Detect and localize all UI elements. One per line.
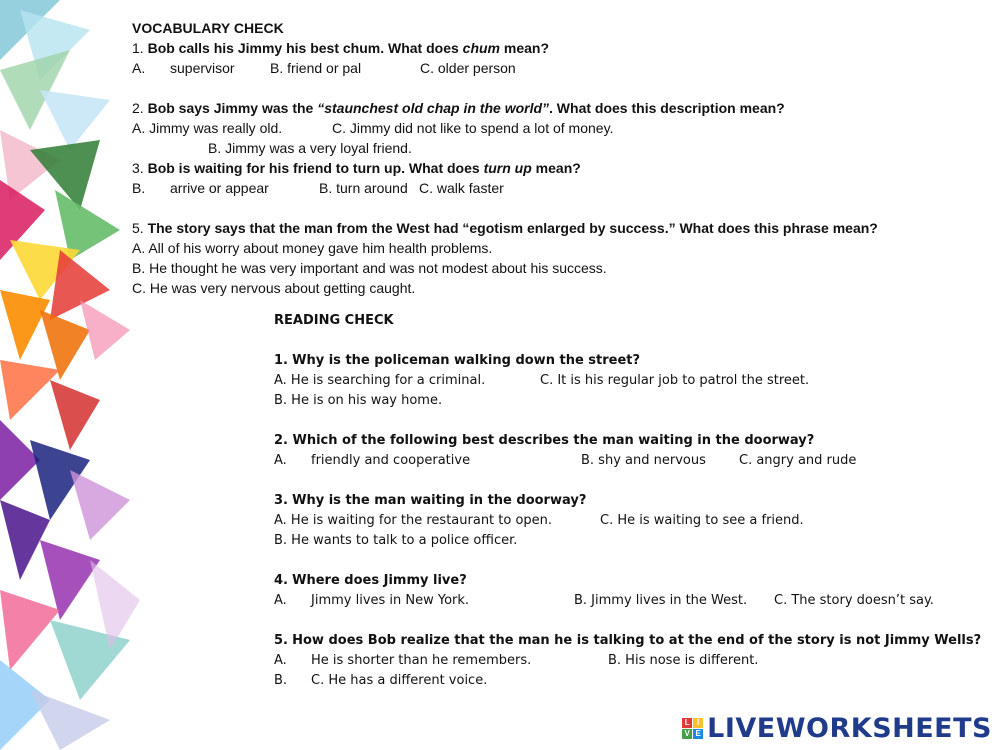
- option-a-label: A.: [274, 653, 287, 668]
- reading-heading: READING CHECK: [274, 313, 394, 328]
- option-a: He is shorter than he remembers.: [311, 653, 532, 668]
- option-a: A. Jimmy was really old.: [132, 120, 283, 136]
- option-b: B. turn around: [319, 180, 408, 196]
- vocab-question-2: 2. Bob says Jimmy was the “staunchest old chap in the world”. What does this description mean?: [132, 100, 785, 116]
- option-a: A. He is waiting for the restaurant to open.: [274, 513, 553, 528]
- option-a: Jimmy lives in New York.: [311, 593, 470, 608]
- vocab-q3-options: [132, 178, 878, 198]
- option-b: B. He thought he was very important and was not modest about his success.: [132, 260, 607, 276]
- option-a: supervisor: [170, 60, 235, 76]
- option-b-label: B.: [274, 673, 288, 688]
- option-c: C. It is his regular job to patrol the street.: [540, 373, 810, 388]
- option-a: arrive or appear: [170, 180, 269, 196]
- reading-question-3: 3. Why is the man waiting in the doorway?: [274, 493, 587, 508]
- live-logo-icon: L I V E: [682, 718, 703, 739]
- reading-q5-options: [274, 651, 981, 671]
- option-b: B. He is on his way home.: [274, 393, 443, 408]
- option-a-label: A.: [274, 593, 287, 608]
- liveworksheets-logo: [682, 712, 992, 744]
- logo-text: LIVEWORKSHEETS: [707, 712, 992, 744]
- option-c: C. walk faster: [419, 180, 504, 196]
- reading-q4-options: [274, 591, 981, 611]
- option-a: friendly and cooperative: [311, 453, 471, 468]
- vocab-question-1: 1. Bob calls his Jimmy his best chum. What does chum mean?: [132, 40, 550, 56]
- option-b: B. shy and nervous: [581, 453, 706, 468]
- option-b: B. Jimmy was a very loyal friend.: [208, 140, 412, 156]
- option-c: C. older person: [420, 60, 516, 76]
- option-c: C. He has a different voice.: [311, 673, 488, 688]
- option-b: B. Jimmy lives in the West.: [574, 593, 748, 608]
- reading-question-5: 5. How does Bob realize that the man he is talking to at the end of the story is not Jimmy Wells?: [274, 633, 982, 648]
- option-a-label: A.: [132, 60, 146, 76]
- reading-check-section: [274, 311, 981, 691]
- reading-question-4: 4. Where does Jimmy live?: [274, 573, 467, 588]
- reading-q2-options: [274, 451, 981, 471]
- reading-q3-options: [274, 511, 981, 531]
- option-a-label: B.: [132, 180, 146, 196]
- vocab-question-5: 5. The story says that the man from the West had “egotism enlarged by success.” What does this phrase mean?: [132, 220, 878, 236]
- reading-question-2: 2. Which of the following best describes the man waiting in the doorway?: [274, 433, 815, 448]
- vocab-q2-options-2: [132, 138, 878, 158]
- option-b: B. He wants to talk to a police officer.: [274, 533, 518, 548]
- option-c: C. He is waiting to see a friend.: [600, 513, 804, 528]
- reading-q5-options-2: [274, 671, 981, 691]
- option-b: B. His nose is different.: [608, 653, 759, 668]
- option-a-label: A.: [274, 453, 287, 468]
- vocab-q2-options: [132, 118, 878, 138]
- option-c: C. Jimmy did not like to spend a lot of money.: [332, 120, 614, 136]
- vocabulary-check-section: [132, 18, 878, 298]
- option-a: A. All of his worry about money gave him health problems.: [132, 240, 493, 256]
- option-a: A. He is searching for a criminal.: [274, 373, 486, 388]
- decorative-triangles: [0, 0, 140, 750]
- reading-question-1: 1. Why is the policeman walking down the street?: [274, 353, 641, 368]
- option-c: C. angry and rude: [739, 453, 857, 468]
- option-c: C. He was very nervous about getting caught.: [132, 280, 416, 296]
- vocab-question-3: 3. Bob is waiting for his friend to turn up. What does turn up mean?: [132, 160, 581, 176]
- vocabulary-heading: VOCABULARY CHECK: [132, 20, 284, 36]
- option-c: C. The story doesn’t say.: [774, 593, 934, 608]
- option-b: B. friend or pal: [270, 60, 362, 76]
- vocab-q1-options: [132, 58, 878, 78]
- reading-q1-options: [274, 371, 981, 391]
